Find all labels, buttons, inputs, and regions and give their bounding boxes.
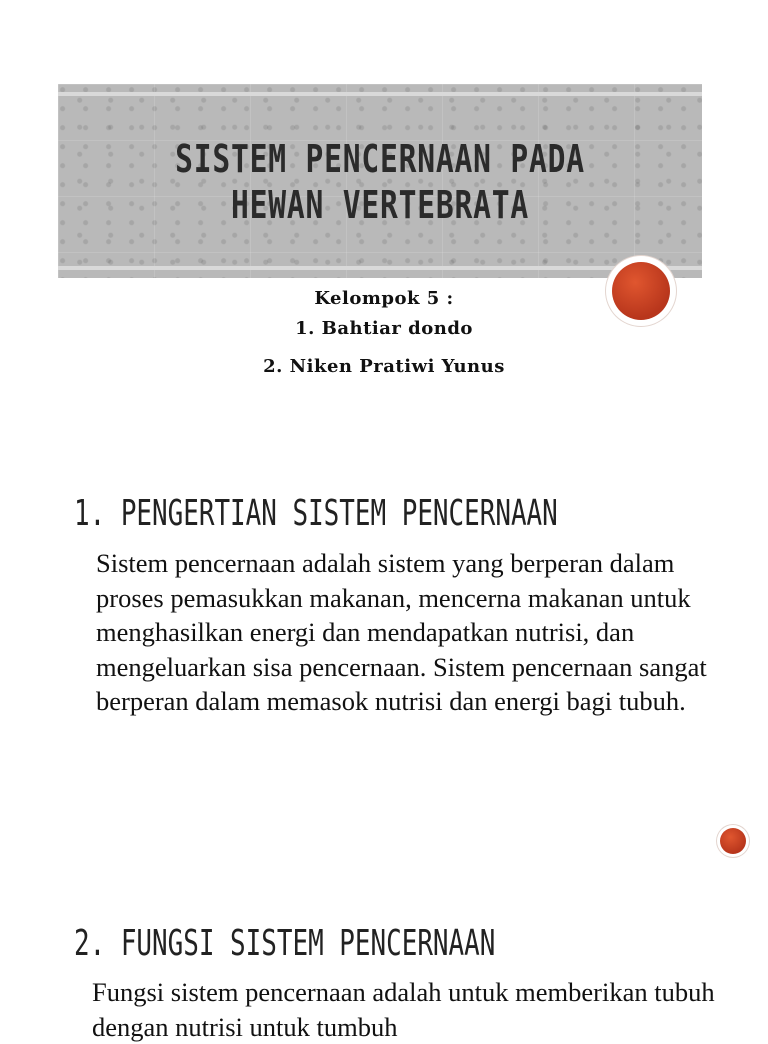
slide-title-line2: HEWAN VERTEBRATA (230, 183, 529, 227)
group-label: Kelompok 5 : (314, 288, 454, 309)
section1-heading: 1. PENGERTIAN SISTEM PENCERNAAN (74, 493, 558, 534)
slide-title-line1: SISTEM PENCERNAAN PADA (175, 137, 585, 181)
group-member-1: 1. Bahtiar dondo (295, 318, 473, 339)
slide-title (129, 136, 631, 228)
banner-top-strip (58, 92, 702, 96)
decorative-circle-small (717, 825, 749, 857)
title-banner (58, 84, 702, 278)
banner-bottom-strip (58, 266, 702, 270)
section1-body: Sistem pencernaan adalah sistem yang berperan dalam proses pemasukkan makanan, mencerna makanan untuk menghasilkan energi dan mendapatkan nutrisi, dan mengeluarkan sisa pencernaan. Sistem pencernaan sangat berperan dalam memasok nutrisi dan energi bagi tubuh. (96, 548, 707, 716)
group-member-2: 2. Niken Pratiwi Yunus (263, 356, 505, 377)
section2-body: Fungsi sistem pencernaan adalah untuk memberikan tubuh dengan nutrisi untuk tumbuh (92, 977, 715, 1042)
section2-heading: 2. FUNGSI SISTEM PENCERNAAN (74, 923, 496, 964)
